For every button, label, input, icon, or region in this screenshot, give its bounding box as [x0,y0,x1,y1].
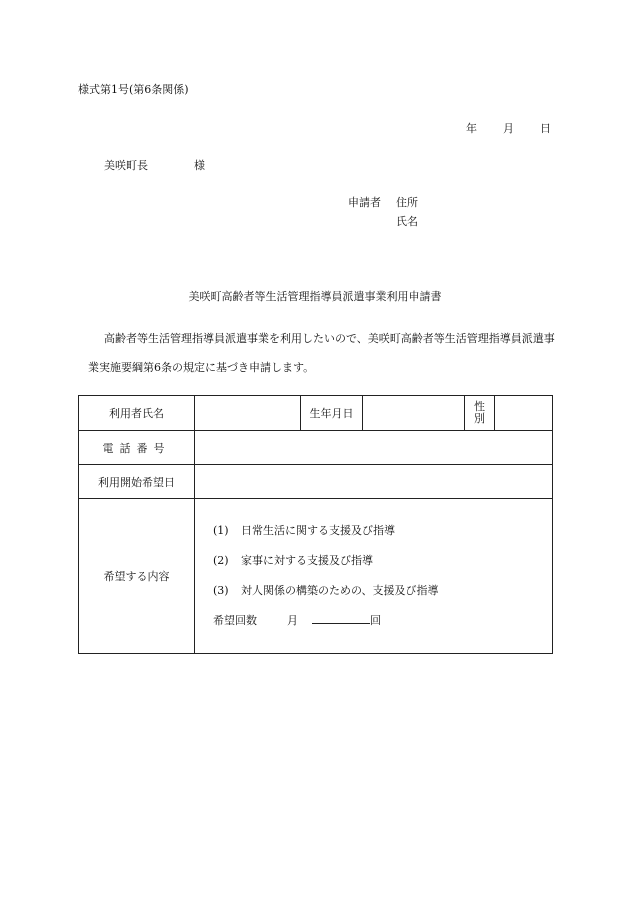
body-text: 高齢者等生活管理指導員派遣事業を利用したいので、美咲町高齢者等生活管理指導員派遣事業実施要綱第6条の規定に基づき申請します。 [88,332,555,374]
desired-content-field [195,499,553,654]
start-date-field[interactable] [195,465,553,499]
phone-label: 電話番号 [79,431,195,465]
gender-label-1: 性 [474,400,485,413]
item-text: 対人関係の構築のための、支援及び指導 [241,584,439,597]
user-name-field[interactable] [195,396,301,431]
table-row [79,465,553,499]
body-paragraph [88,324,558,382]
item-text: 家事に対する支援及び指導 [241,554,373,567]
applicant-label: 申請者 [348,196,381,209]
date-day: 日 [540,122,551,135]
date-month: 月 [503,122,514,135]
count-input-line[interactable] [312,611,370,624]
list-item [213,546,552,576]
desired-content-label: 希望する内容 [79,499,195,654]
table-row [79,431,553,465]
phone-field[interactable] [195,431,553,465]
date-line [466,120,551,136]
table-row [79,499,553,654]
application-table [78,395,553,654]
times-label: 回 [370,614,381,627]
birthdate-field[interactable] [363,396,465,431]
gender-label [465,396,495,431]
form-number: 様式第1号(第6条関係) [78,83,189,96]
desired-count-label: 希望回数 [213,614,257,627]
item-text: 日常生活に関する支援及び指導 [241,524,395,537]
start-date-label: 利用開始希望日 [79,465,195,499]
document-title: 美咲町高齢者等生活管理指導員派遣事業利用申請書 [188,290,442,303]
table-row [79,396,553,431]
list-item [213,516,552,546]
addressee-honorific: 様 [194,159,205,172]
addressee-name: 美咲町長 [104,159,148,172]
month-label: 月 [287,614,298,627]
desired-count-line [213,606,552,636]
applicant-name-label: 氏名 [396,215,418,228]
item-number: (2) [213,554,229,567]
birthdate-label: 生年月日 [301,396,363,431]
gender-label-2: 別 [474,412,485,425]
list-item [213,576,552,606]
item-number: (1) [213,524,229,537]
addressee [104,157,205,173]
gender-field[interactable] [495,396,553,431]
applicant-address-label: 住所 [396,196,418,209]
date-year: 年 [466,122,477,135]
user-name-label: 利用者氏名 [79,396,195,431]
item-number: (3) [213,584,229,597]
